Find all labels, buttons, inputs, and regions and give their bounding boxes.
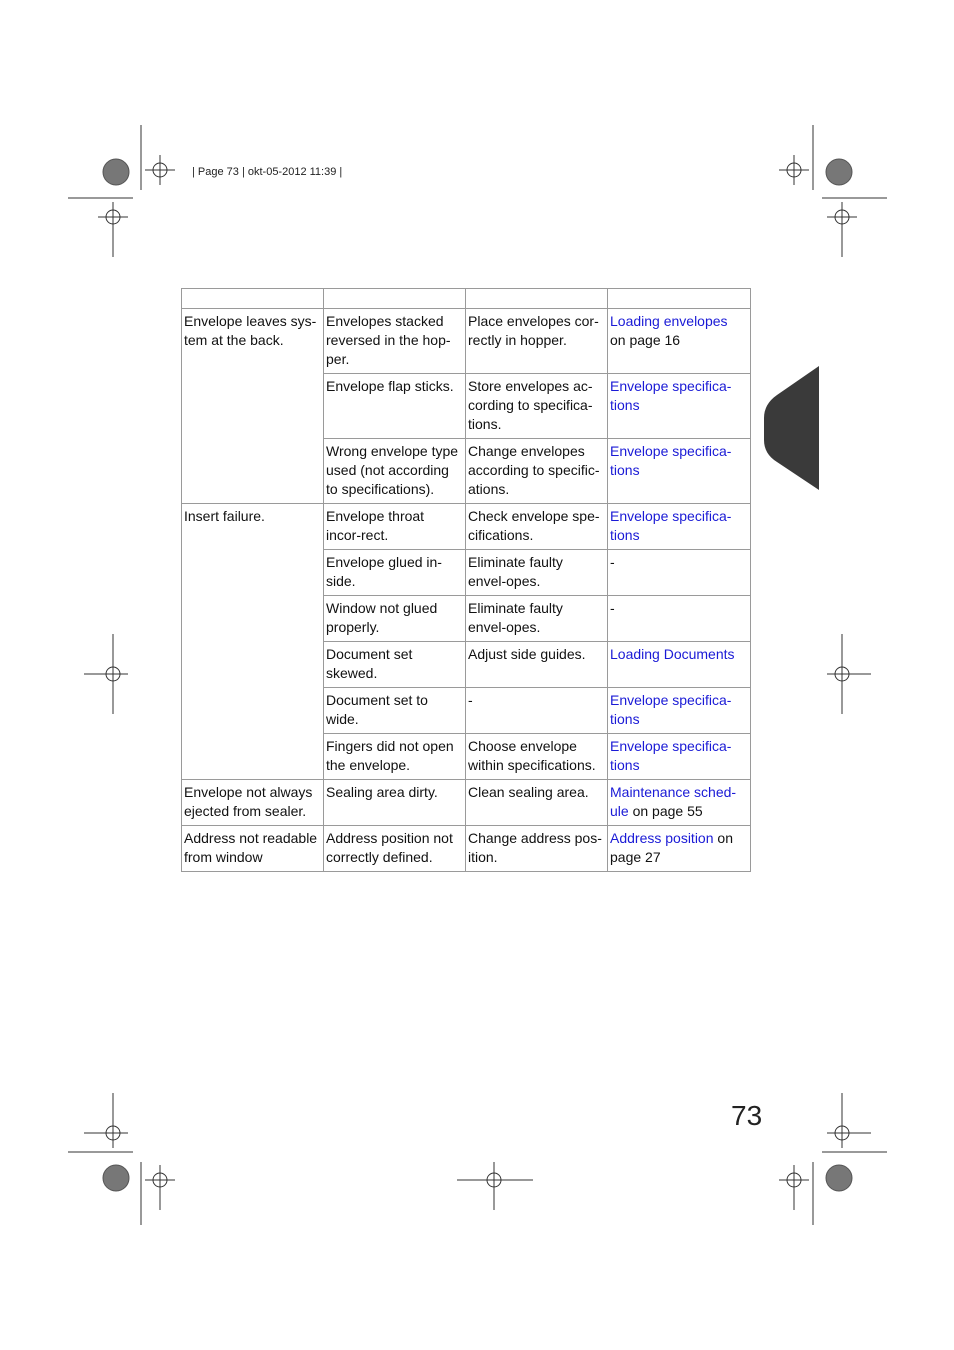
solution-cell: Eliminate faulty envel-opes. <box>466 596 608 642</box>
table-row <box>182 826 751 872</box>
print-slug: | Page 73 | okt-05-2012 11:39 | <box>192 166 343 178</box>
solution-cell: Change address pos-ition. <box>466 826 608 872</box>
troubleshooting-table <box>181 288 751 872</box>
reference-cell <box>608 642 751 688</box>
solution-cell: Clean sealing area. <box>466 780 608 826</box>
table-header-row <box>182 289 751 309</box>
reference-cell: - <box>608 596 751 642</box>
reference-cell <box>608 734 751 780</box>
reference-cell <box>608 826 751 872</box>
header-cell <box>182 289 324 309</box>
reference-cell <box>608 309 751 374</box>
problem-cell: Envelope not always ejected from sealer. <box>182 780 324 826</box>
reference-link[interactable]: Envelope specifica-tions <box>610 738 732 773</box>
cause-cell: Envelope throat incor-rect. <box>324 504 466 550</box>
solution-cell: Check envelope spe-cifications. <box>466 504 608 550</box>
cause-cell: Address position not correctly defined. <box>324 826 466 872</box>
reference-link[interactable]: Envelope specifica-tions <box>610 443 732 478</box>
page-reference: on page 27 <box>610 830 733 865</box>
solution-cell: - <box>466 688 608 734</box>
cause-cell: Envelopes stacked reversed in the hop-per. <box>324 309 466 374</box>
page-reference: on page 55 <box>632 803 703 819</box>
header-cell <box>466 289 608 309</box>
cause-cell: Wrong envelope type used (not according to specifications). <box>324 439 466 504</box>
solution-cell: Eliminate faulty envel-opes. <box>466 550 608 596</box>
table-row <box>182 504 751 550</box>
cause-cell: Envelope glued in-side. <box>324 550 466 596</box>
reference-link[interactable]: Address position <box>610 830 714 846</box>
reference-cell <box>608 688 751 734</box>
reference-link[interactable]: Envelope specifica-tions <box>610 692 732 727</box>
page-reference: on page 16 <box>610 332 681 348</box>
reference-cell <box>608 439 751 504</box>
reference-link[interactable]: Loading Documents <box>610 646 735 662</box>
reference-cell <box>608 504 751 550</box>
reference-cell <box>608 374 751 439</box>
problem-cell: Envelope leaves sys-tem at the back. <box>182 309 324 504</box>
reference-link[interactable]: Envelope specifica-tions <box>610 378 732 413</box>
problem-cell: Insert failure. <box>182 504 324 780</box>
solution-cell: Choose envelope within specifications. <box>466 734 608 780</box>
solution-cell: Change envelopes according to specific-ations. <box>466 439 608 504</box>
reference-cell: - <box>608 550 751 596</box>
solution-cell: Adjust side guides. <box>466 642 608 688</box>
reference-link[interactable]: Envelope specifica-tions <box>610 508 732 543</box>
solution-cell: Place envelopes cor-rectly in hopper. <box>466 309 608 374</box>
cause-cell: Document set to wide. <box>324 688 466 734</box>
solution-cell: Store envelopes ac-cording to specifica-tions. <box>466 374 608 439</box>
page-number: 73 <box>731 1100 763 1131</box>
header-cell <box>324 289 466 309</box>
cause-cell: Window not glued properly. <box>324 596 466 642</box>
cause-cell: Fingers did not open the envelope. <box>324 734 466 780</box>
reference-link[interactable]: Loading envelopes <box>610 313 728 329</box>
header-cell <box>608 289 751 309</box>
cause-cell: Sealing area dirty. <box>324 780 466 826</box>
cause-cell: Document set skewed. <box>324 642 466 688</box>
problem-cell: Address not readable from window <box>182 826 324 872</box>
reference-link[interactable]: Maintenance sched-ule <box>610 784 737 819</box>
reference-cell <box>608 780 751 826</box>
table-row <box>182 309 751 374</box>
cause-cell: Envelope flap sticks. <box>324 374 466 439</box>
table-row <box>182 780 751 826</box>
